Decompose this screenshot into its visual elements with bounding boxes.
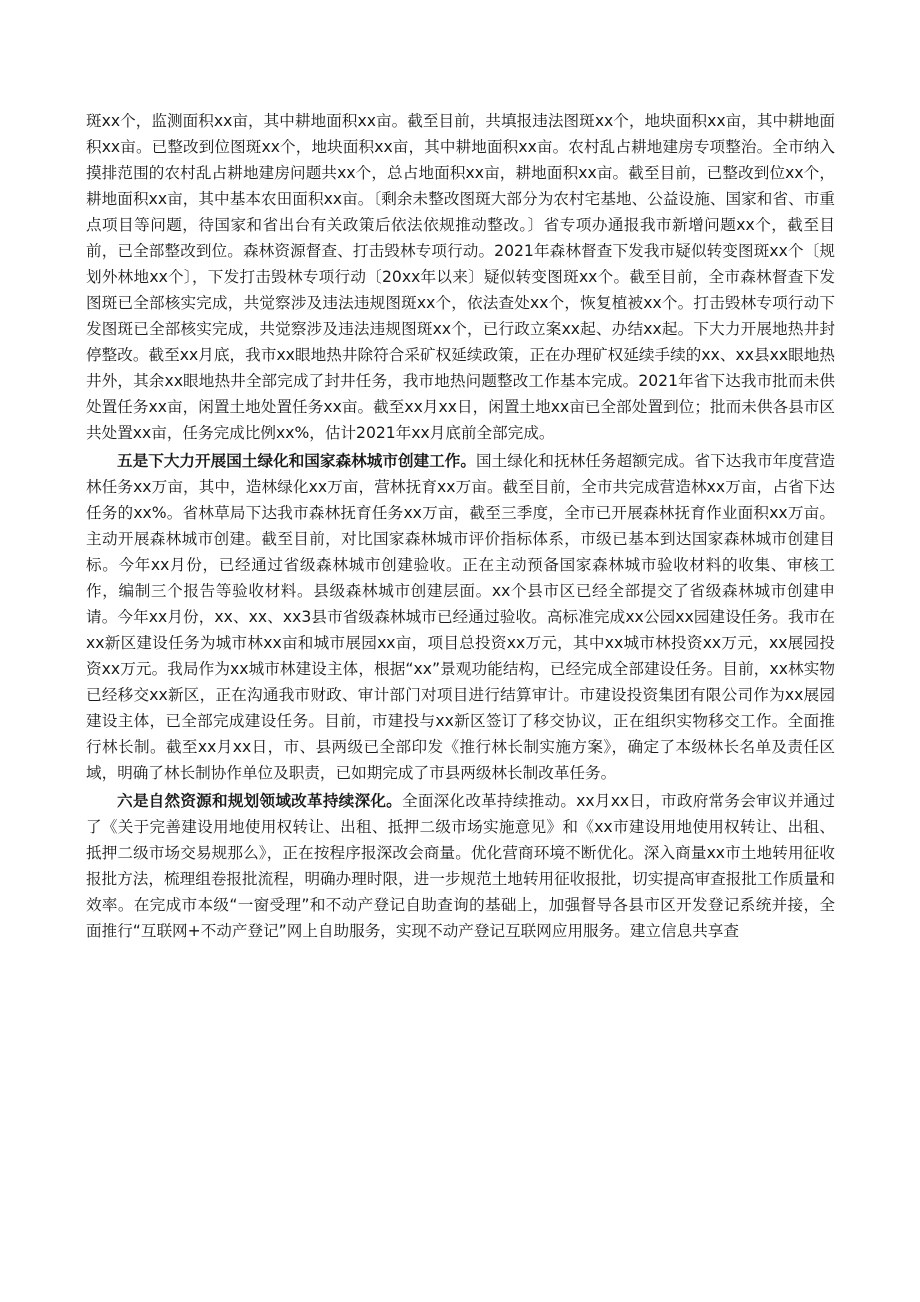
paragraph-text: 全面深化改革持续推动。xx月xx日，市政府常务会审议并通过了《关于完善建设用地使用权转让、出租、抵押二级市场实施意见》和《xx市建设用地使用权转让、出租、抵押二级市场交易规那么》，正在按程序报深改会商量。优化营商环境不断优化。深入商量xx市土地转用征收报批方法，梳理组卷报批流程，明确办理时限，进一步规范土地转用征收报批，切实提高审查报批工作质量和效率。在完成市本级“一窗受理”和不动产登记自助查询的基础上，加强督导各县市区开发登记系统并接，全面推行“互联网+不动产登记”网上自助服务，实现不动产登记互联网应用服务。建立信息共享查 (86, 792, 835, 940)
paragraph-lead: 六是自然资源和规划领域改革持续深化。 (117, 792, 402, 810)
paragraph-lead: 五是下大力开展国土绿化和国家森林城市创建工作。 (117, 452, 476, 470)
paragraph-forest-city (86, 448, 835, 786)
paragraph-reform (86, 788, 835, 944)
document-page (86, 108, 835, 946)
paragraph-text: 斑xx个，监测面积xx亩，其中耕地面积xx亩。截至目前，共填报违法图斑xx个，地块面积xx亩，其中耕地面积xx亩。已整改到位图斑xx个，地块面积xx亩，其中耕地面积xx亩。农村乱占耕地建房专项整治。全市纳入摸排范围的农村乱占耕地建房问题共xx个，总占地面积xx亩，耕地面积xx亩。截至目前，已整改到位xx个，耕地面积xx亩，其中基本农田面积xx亩。〔剩余未整改图斑大部分为农村宅基地、公益设施、国家和省、市重点项目等问题，待国家和省出台有关政策后依法依规推动整改。〕省专项办通报我市新增问题xx个，截至目前，已全部整改到位。森林资源督查、打击毁林专项行动。2021年森林督查下发我市疑似转变图斑xx个〔规划外林地xx个〕，下发打击毁林专项行动〔20xx年以来〕疑似转变图斑xx个。截至目前，全市森林督查下发图斑已全部核实完成，共觉察涉及违法违规图斑xx个，依法查处xx个，恢复植被xx个。打击毁林专项行动下发图斑已全部核实完成，共觉察涉及违法违规图斑xx个，已行政立案xx起、办结xx起。下大力开展地热井封停整改。截至xx月底，我市xx眼地热井除符合采矿权延续政策，正在办理矿权延续手续的xx、xx县xx眼地热井外，其余xx眼地热井全部完成了封井任务，我市地热问题整改工作基本完成。2021年省下达我市批而未供处置任务xx亩，闲置土地处置任务xx亩。截至xx月xx日，闲置土地xx亩已全部处置到位；批而未供各县市区共处置xx亩，任务完成比例xx%，估计2021年xx月底前全部完成。 (86, 112, 835, 442)
paragraph-text: 国土绿化和抚林任务超额完成。省下达我市年度营造林任务xx万亩，其中，造林绿化xx万亩，营林抚育xx万亩。截至目前，全市共完成营造林xx万亩，占省下达任务的xx%。省林草局下达我市森林抚育任务xx万亩，截至三季度，全市已开展森林抚育作业面积xx万亩。主动开展森林城市创建。截至目前，对比国家森林城市评价指标体系，市级已基本到达国家森林城市创建目标。今年xx月份，已经通过省级森林城市创建验收。正在主动预备国家森林城市验收材料的收集、审核工作，编制三个报告等验收材料。县级森林城市创建层面。xx个县市区已经全部提交了省级森林城市创建申请。今年xx月份，xx、xx、xx3县市省级森林城市已经通过验收。高标准完成xx公园xx园建设任务。我市在xx新区建设任务为城市林xx亩和城市展园xx亩，项目总投资xx万元，其中xx城市林投资xx万元，xx展园投资xx万元。我局作为xx城市林建设主体，根据“xx”景观功能结构，已经完成全部建设任务。目前，xx林实物已经移交xx新区，正在沟通我市财政、审计部门对项目进行结算审计。市建设投资集团有限公司作为xx展园建设主体，已全部完成建设任务。目前，市建投与xx新区签订了移交协议，正在组织实物移交工作。全面推行林长制。截至xx月xx日，市、县两级已全部印发《推行林长制实施方案》，确定了本级林长名单及责任区域，明确了林长制协作单位及职责，已如期完成了市县两级林长制改革任务。 (86, 452, 835, 782)
paragraph-continuation (86, 108, 835, 446)
